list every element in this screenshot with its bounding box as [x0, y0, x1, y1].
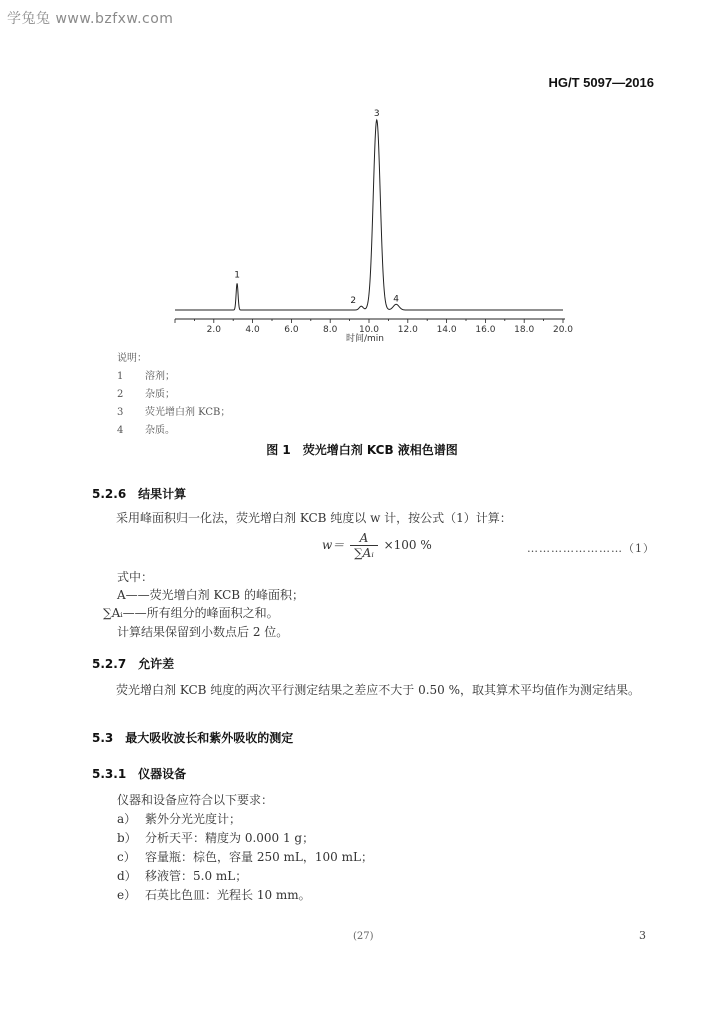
peak-label: 3: [373, 109, 380, 119]
section-number: 5.3.1: [92, 767, 127, 781]
list-label: a）: [117, 812, 137, 826]
list-label: e）: [117, 888, 137, 902]
definition-line: ∑Aᵢ——所有组分的峰面积之和。: [103, 606, 279, 620]
section-title: 结果计算: [138, 487, 187, 501]
list-item: [117, 848, 373, 865]
list-text: 分析天平：精度为 0.000 1 g；: [145, 831, 315, 845]
legend-num: 1: [117, 371, 124, 382]
peak-label: 2: [350, 296, 357, 307]
legend-item: [117, 386, 230, 404]
legend-item: [117, 368, 230, 386]
list-text: 移液管：5.0 mL；: [145, 869, 248, 883]
list-item: [117, 867, 247, 884]
x-axis-label: 时间/min: [345, 334, 385, 344]
footer-code: (27): [353, 931, 374, 942]
equipment-intro: 仪器和设备应符合以下要求：: [117, 793, 274, 807]
section-heading-5-3-1: [92, 765, 186, 782]
section-title: 允许差: [138, 657, 175, 671]
peak-label: 1: [234, 270, 240, 281]
section-title: 最大吸收波长和紫外吸收的测定: [125, 731, 294, 745]
list-item: [117, 886, 311, 903]
section-number: 5.2.7: [92, 657, 127, 671]
legend-num: 2: [117, 389, 124, 400]
x-tick-label: 2.0: [206, 325, 221, 335]
paragraph-allowable-difference: 荧光增白剂 KCB 纯度的两次平行测定结果之差应不大于 0.50 %，取其算术平均值作为测定结果。: [116, 683, 641, 697]
section-number: 5.2.6: [92, 487, 127, 501]
peak-labels: [234, 109, 399, 306]
x-tick-label: 8.0: [323, 325, 338, 335]
formula-lhs: w＝: [322, 538, 345, 552]
x-tick-label: 20.0: [552, 325, 574, 335]
list-text: 石英比色皿：光程长 10 mm。: [145, 888, 311, 902]
rounding-note: 计算结果保留到小数点后 2 位。: [117, 625, 289, 639]
legend-item: [117, 404, 230, 422]
formula-denominator: ∑Aᵢ: [354, 546, 374, 560]
section-heading-5-3: [92, 729, 293, 746]
watermark-text: 学兔兔 www.bzfxw.com: [7, 11, 174, 27]
section-number: 5.3: [92, 731, 114, 745]
chromatogram-chart: [170, 100, 574, 345]
peak-label: 4: [393, 294, 400, 305]
paragraph-calculation-intro: 采用峰面积归一化法，荧光增白剂 KCB 纯度以 w 计，按公式（1）计算：: [116, 511, 512, 525]
section-heading-5-2-6: [92, 485, 186, 502]
x-tick-label: 16.0: [475, 325, 496, 335]
list-item: [117, 810, 241, 827]
x-tick-label: 18.0: [514, 325, 535, 335]
list-label: c）: [117, 850, 136, 864]
legend-text: 杂质。: [145, 425, 175, 436]
x-tick-label: 10.0: [358, 325, 380, 335]
definition-line: A——荧光增白剂 KCB 的峰面积；: [117, 588, 304, 602]
figure-legend: [117, 350, 230, 440]
figure-caption: 图 1 荧光增白剂 KCB 液相色谱图: [266, 443, 458, 457]
standard-number: HG/T 5097—2016: [548, 75, 654, 90]
list-item: [117, 829, 314, 846]
formula-rest: ×100 %: [383, 538, 432, 552]
formula-fraction: [350, 531, 378, 560]
equation-number: ……………………（1）: [527, 542, 655, 555]
legend-text: 杂质；: [145, 389, 175, 400]
legend-num: 4: [117, 425, 124, 436]
x-tick-label: 12.0: [397, 325, 418, 335]
x-axis-ticks: [175, 319, 573, 335]
legend-text: 溶剂；: [145, 371, 175, 382]
section-heading-5-2-7: [92, 655, 174, 672]
list-label: d）: [117, 869, 137, 883]
chromatogram-trace: [175, 120, 563, 310]
formula-purity: [322, 531, 432, 560]
section-title: 仪器设备: [138, 767, 187, 781]
where-label: 式中：: [117, 570, 154, 584]
list-text: 紫外分光光度计；: [145, 812, 242, 826]
page-number: 3: [639, 929, 646, 942]
list-text: 容量瓶：棕色，容量 250 mL，100 mL；: [145, 850, 373, 864]
legend-title: 说明：: [117, 353, 147, 364]
formula-numerator: A: [350, 531, 378, 546]
x-tick-label: 4.0: [245, 325, 260, 335]
legend-text: 荧光增白剂 KCB；: [145, 407, 231, 418]
legend-num: 3: [117, 407, 124, 418]
list-label: b）: [117, 831, 137, 845]
x-tick-label: 14.0: [436, 325, 457, 335]
legend-item: [117, 422, 230, 440]
x-tick-label: 6.0: [284, 325, 299, 335]
